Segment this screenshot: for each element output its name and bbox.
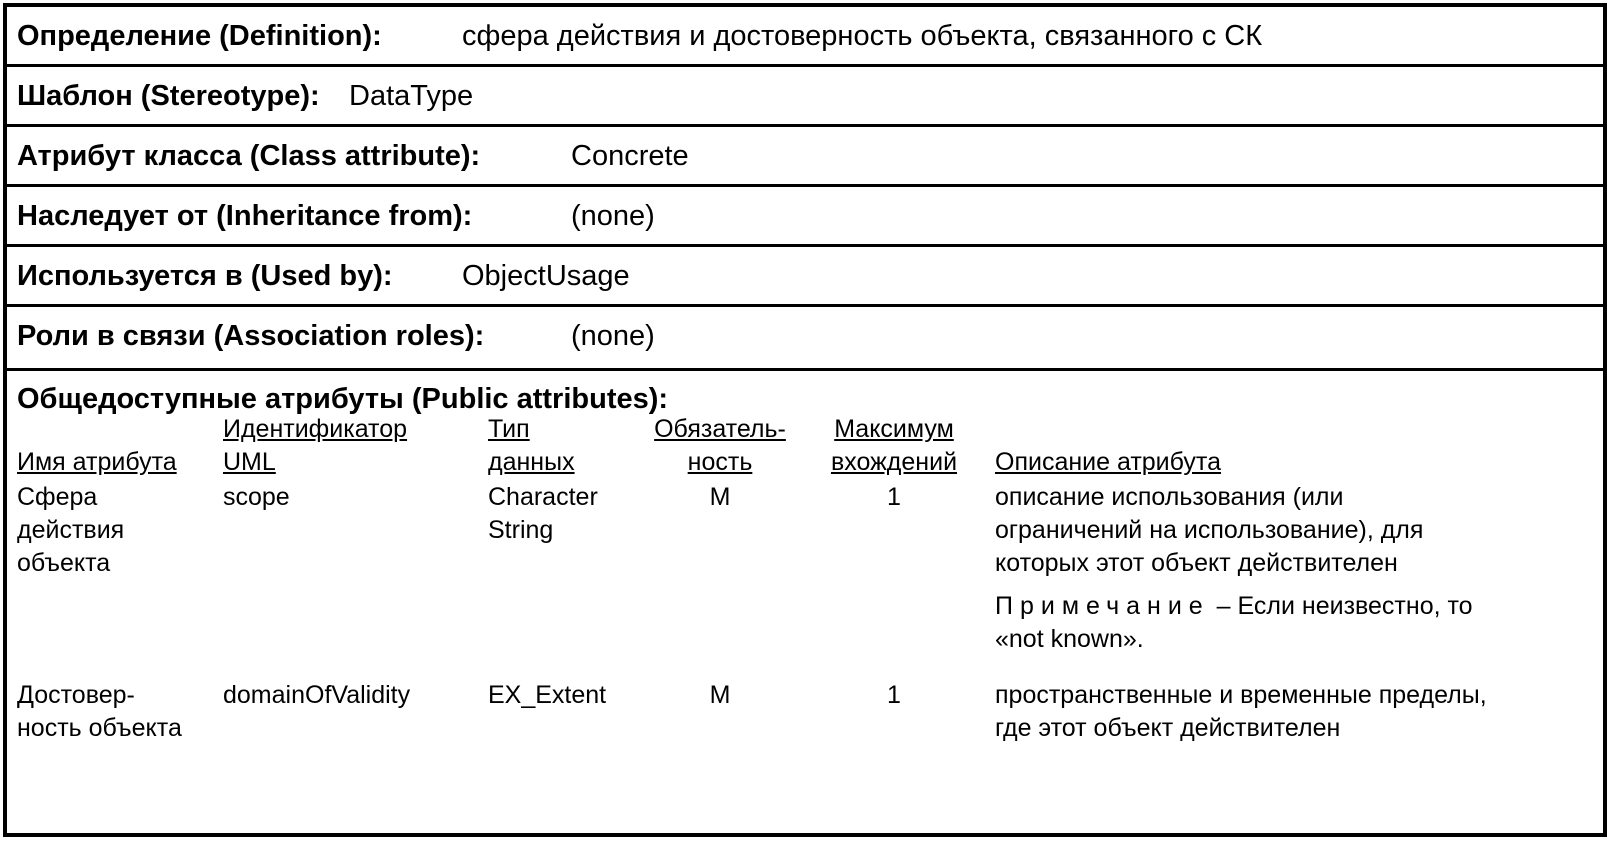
stereotype-label: Шаблон (Stereotype): [17, 80, 320, 112]
inheritance-row [7, 187, 1603, 247]
definition-value: сфера действия и достоверность объекта, связанного с СК [462, 20, 1263, 52]
used-by-row [7, 247, 1603, 307]
association-roles-value: (none) [571, 320, 655, 352]
header-attribute-name: Имя атрибута [17, 448, 177, 476]
used-by-value: ObjectUsage [462, 260, 630, 292]
header-max-occurrences: Максимум вхождений [830, 415, 958, 476]
note-text: – Если неизвестно, то [1209, 592, 1473, 620]
definition-label: Определение (Definition): [17, 20, 382, 52]
table-row-domain-uml: domainOfValidity [223, 681, 411, 709]
table-row-scope-obligation: M [709, 483, 731, 511]
header-data-type: Тип данных [488, 415, 575, 476]
table-row-domain-obligation: M [709, 681, 731, 709]
table-row-domain-type: EX_Extent [488, 681, 607, 709]
used-by-label: Используется в (Used by): [17, 260, 393, 292]
class-attribute-label: Атрибут класса (Class attribute): [17, 140, 481, 172]
table-row-domain-max: 1 [887, 681, 901, 709]
class-definition-table [3, 3, 1607, 837]
public-attributes-title: Общедоступные атрибуты (Public attributes): [17, 383, 669, 415]
public-attributes-section [7, 371, 1603, 837]
class-attribute-row [7, 127, 1603, 187]
class-attribute-value: Concrete [571, 140, 689, 172]
note [995, 590, 1473, 623]
table-row-domain-name: Достовер- ность объекта [17, 681, 182, 742]
inheritance-label: Наследует от (Inheritance from): [17, 200, 473, 232]
definition-row [7, 7, 1603, 67]
association-roles-row [7, 307, 1603, 371]
inheritance-value: (none) [571, 200, 655, 232]
table-row-scope-name: Сфера действия объекта [17, 483, 125, 577]
table-row-scope-type: Character String [488, 483, 598, 544]
stereotype-value: DataType [349, 80, 474, 112]
note-text-continued: «not known». [995, 625, 1144, 653]
table-row-domain-description: пространственные и временные пределы, где этот объект действителен [995, 681, 1487, 742]
table-row-scope-description: описание использования (или ограничений на использование), для которых этот объект действителен Примечание – Если неизвестно, то «not known». [995, 481, 1473, 656]
header-description: Описание атрибута [995, 448, 1221, 476]
table-row-scope-max: 1 [887, 483, 901, 511]
association-roles-label: Роли в связи (Association roles): [17, 320, 485, 352]
table-row-scope-uml: scope [223, 483, 290, 511]
header-uml-identifier: Идентификатор UML [223, 415, 408, 476]
note-label: Примечание [995, 592, 1210, 620]
stereotype-row [7, 67, 1603, 127]
header-obligation: Обязатель- ность [654, 415, 786, 476]
